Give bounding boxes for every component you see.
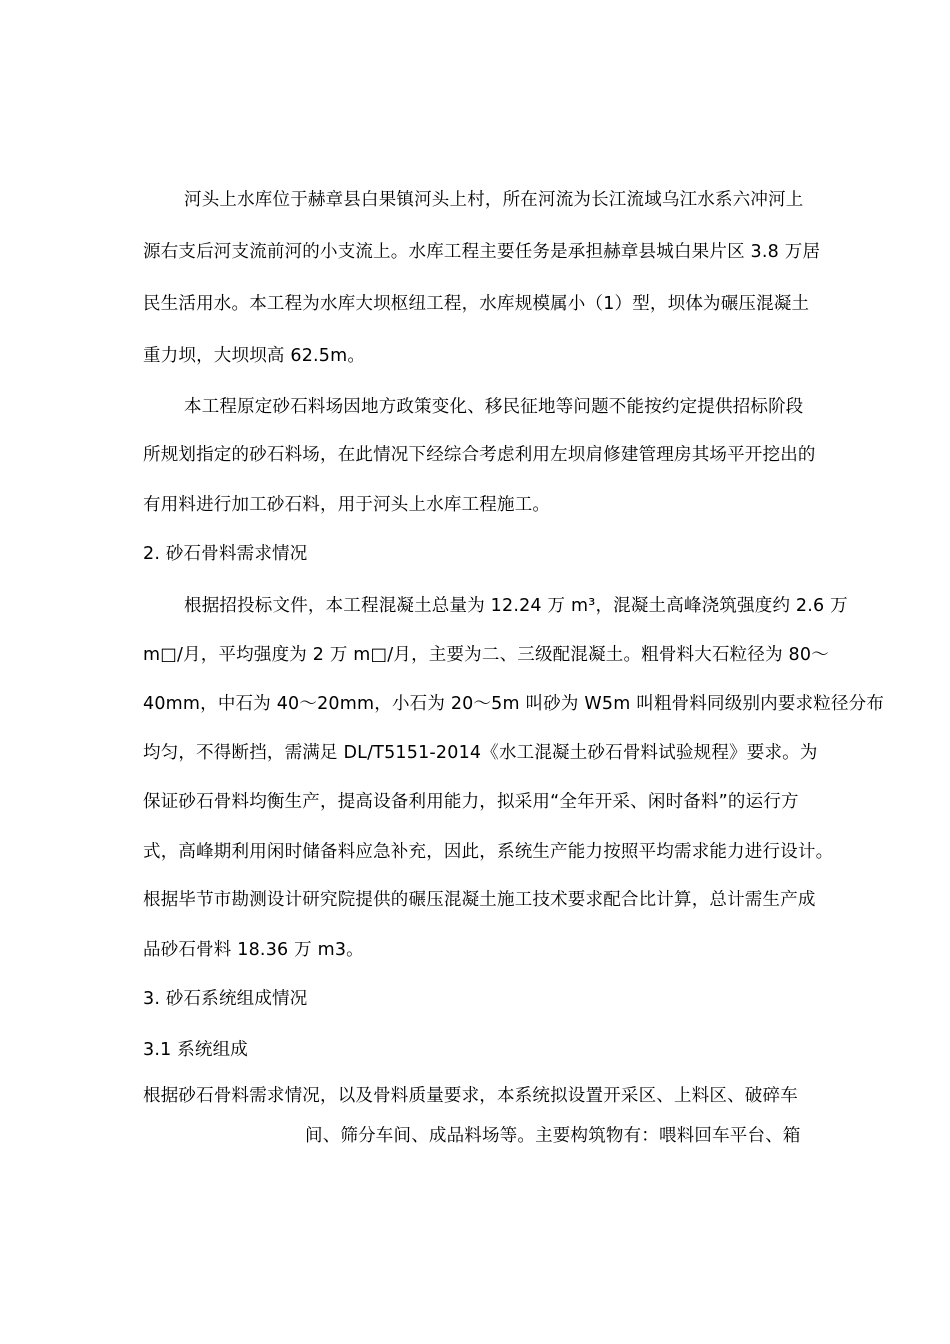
paragraph-3-line-4: 均匀，不得断挡，需满足 DL/T5151-2014《水工混凝土砂石骨料试验规程》要求。为 xyxy=(143,743,818,763)
paragraph-2-line-2: 所规划指定的砂石料场，在此情况下经综合考虑利用左坝肩修建管理房其场平开挖出的 xyxy=(143,445,816,465)
paragraph-2-line-1: 本工程原定砂石料场因地方政策变化、移民征地等问题不能按约定提供招标阶段 xyxy=(184,397,804,417)
section-heading-3: 3. 砂石系统组成情况 xyxy=(143,989,308,1009)
paragraph-1-line-1: 河头上水库位于赫章县白果镇河头上村，所在河流为长江流域乌江水系六冲河上 xyxy=(184,190,804,210)
paragraph-3-line-2: m□/月，平均强度为 2 万 m□/月，主要为二、三级配混凝土。粗骨料大石粒径为 80〜 xyxy=(143,645,829,665)
paragraph-1-line-2: 源右支后河支流前河的小支流上。水库工程主要任务是承担赫章县城白果片区 3.8 万居 xyxy=(143,242,821,262)
paragraph-4-line-1: 根据砂石骨料需求情况，以及骨料质量要求，本系统拟设置开采区、上料区、破碎车 xyxy=(143,1086,798,1106)
section-heading-2: 2. 砂石骨料需求情况 xyxy=(143,544,308,564)
paragraph-3-line-1: 根据招投标文件，本工程混凝土总量为 12.24 万 m³，混凝土高峰浇筑强度约 2.6 万 xyxy=(184,596,848,616)
paragraph-1-line-4: 重力坝，大坝坝高 62.5m。 xyxy=(143,346,366,366)
paragraph-2-line-3: 有用料进行加工砂石料，用于河头上水库工程施工。 xyxy=(143,495,551,515)
paragraph-3-line-5: 保证砂石骨料均衡生产，提高设备利用能力，拟采用“全年开采、闲时备料”的运行方 xyxy=(143,792,799,812)
paragraph-3-line-3: 40mm，中石为 40〜20mm，小石为 20〜5m 叫砂为 W5m 叫粗骨料同级别内要求粒径分布 xyxy=(143,694,885,714)
subsection-heading-3-1: 3.1 系统组成 xyxy=(143,1040,248,1060)
paragraph-3-line-6: 式，高峰期利用闲时储备料应急补充，因此，系统生产能力按照平均需求能力进行设计。 xyxy=(143,842,834,862)
paragraph-3-line-8: 品砂石骨料 18.36 万 m3。 xyxy=(143,940,364,960)
paragraph-1-line-3: 民生活用水。本工程为水库大坝枢纽工程，水库规模属小（1）型，坝体为碾压混凝土 xyxy=(143,294,810,314)
paragraph-4-line-2: 间、筛分车间、成品料场等。主要构筑物有：喂料回车平台、箱 xyxy=(305,1126,801,1146)
paragraph-3-line-7: 根据毕节市勘测设计研究院提供的碾压混凝土施工技术要求配合比计算，总计需生产成 xyxy=(143,890,816,910)
